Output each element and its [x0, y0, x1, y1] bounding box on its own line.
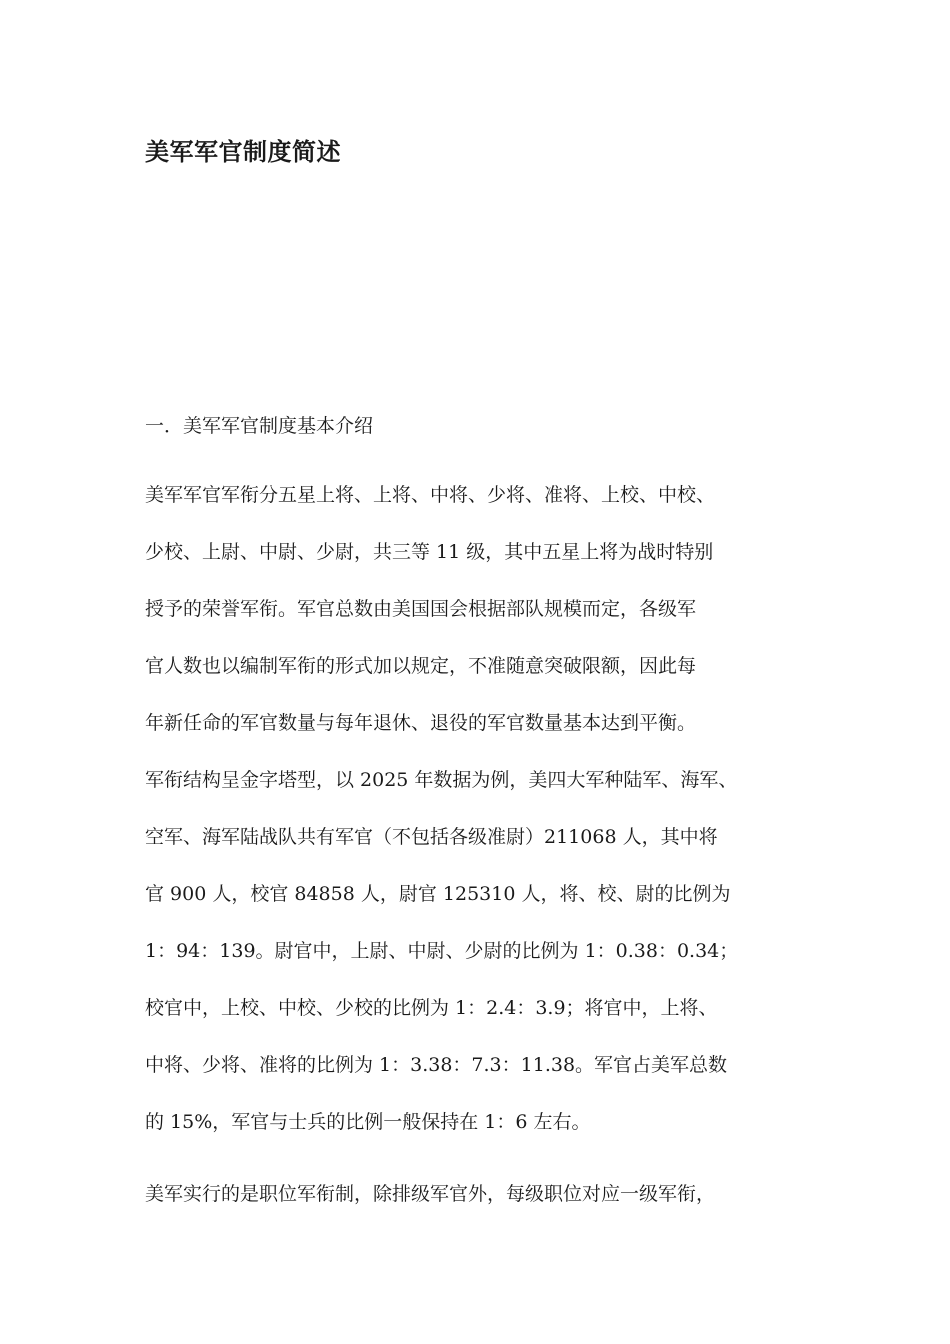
- paragraph-line: 的 15%，军官与士兵的比例一般保持在 1：6 左右。: [145, 1111, 591, 1133]
- paragraph-line: 官人数也以编制军衔的形式加以规定，不准随意突破限额，因此每: [145, 655, 697, 677]
- paragraph-line: 校官中，上校、中校、少校的比例为 1：2.4：3.9；将官中，上将、: [145, 997, 718, 1019]
- paragraph-line: 空军、海军陆战队共有军官（不包括各级准尉）211068 人，其中将: [145, 826, 718, 848]
- paragraph-line: 年新任命的军官数量与每年退休、退役的军官数量基本达到平衡。: [145, 712, 697, 734]
- paragraph-line: 中将、少将、准将的比例为 1：3.38：7.3：11.38。军官占美军总数: [145, 1054, 728, 1076]
- paragraph-line: 美军实行的是职位军衔制，除排级军官外，每级职位对应一级军衔，: [145, 1183, 716, 1205]
- paragraph-line: 少校、上尉、中尉、少尉，共三等 11 级，其中五星上将为战时特别: [145, 541, 714, 563]
- paragraph-line: 美军军官军衔分五星上将、上将、中将、少将、准将、上校、中校、: [145, 484, 716, 506]
- paragraph-line: 1：94：139。尉官中，上尉、中尉、少尉的比例为 1：0.38：0.34；: [145, 940, 739, 962]
- paragraph-line: 军衔结构呈金字塔型，以 2025 年数据为例，美四大军种陆军、海军、: [145, 769, 738, 791]
- paragraph-line: 官 900 人，校官 84858 人，尉官 125310 人，将、校、尉的比例为: [145, 883, 731, 905]
- paragraph-line: 授予的荣誉军衔。军官总数由美国国会根据部队规模而定，各级军: [145, 598, 697, 620]
- section-heading: 一．美军军官制度基本介绍: [145, 415, 374, 437]
- document-title: 美军军官制度简述: [145, 138, 341, 166]
